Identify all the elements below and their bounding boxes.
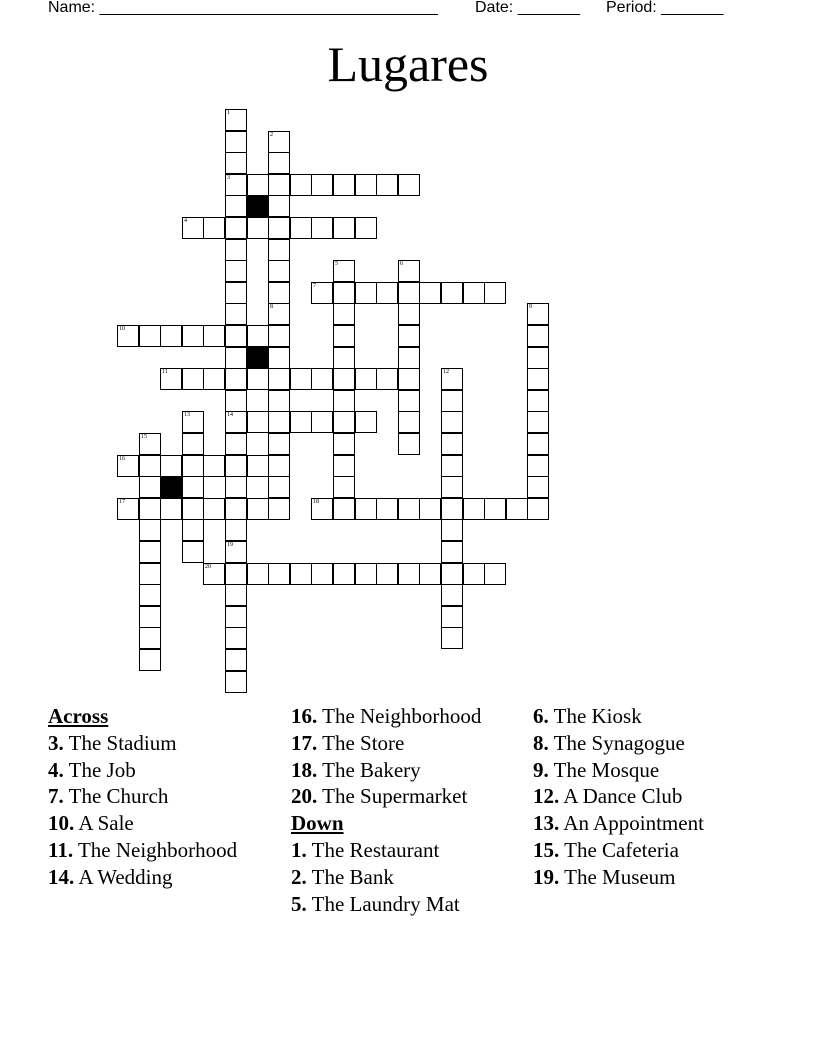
grid-cell[interactable] (247, 455, 269, 477)
grid-cell[interactable] (484, 498, 506, 520)
grid-cell[interactable] (333, 498, 355, 520)
grid-cell[interactable] (160, 498, 182, 520)
grid-cell[interactable] (441, 606, 463, 628)
grid-cell[interactable] (333, 217, 355, 239)
clue-number: 9 (529, 304, 532, 310)
grid-cell[interactable] (268, 239, 290, 261)
clue-number: 15 (141, 434, 147, 440)
grid-cell[interactable] (333, 368, 355, 390)
grid-cell[interactable] (527, 303, 549, 325)
grid-cell[interactable] (441, 476, 463, 498)
grid-cell[interactable] (182, 519, 204, 541)
clue-number: 20. (291, 784, 318, 809)
grid-cell[interactable] (376, 282, 398, 304)
grid-cell[interactable] (398, 325, 420, 347)
grid-cell[interactable] (398, 411, 420, 433)
grid-cell[interactable] (527, 347, 549, 369)
clue-number: 3. (48, 730, 64, 755)
grid-cell[interactable] (333, 411, 355, 433)
grid-cell[interactable] (268, 217, 290, 239)
grid-cell[interactable] (484, 282, 506, 304)
clue-item (48, 757, 278, 784)
clue-number: 20 (205, 564, 211, 570)
clue-text: A Wedding (74, 864, 173, 889)
clue-number: 13. (533, 811, 560, 836)
clue-number: 4 (184, 218, 187, 224)
grid-cell[interactable] (355, 282, 377, 304)
clue-text: The Bakery (317, 757, 421, 782)
grid-cell[interactable] (419, 282, 441, 304)
grid-cell[interactable] (398, 347, 420, 369)
grid-cell[interactable] (225, 368, 247, 390)
grid-cell[interactable] (311, 563, 333, 585)
grid-cell[interactable] (311, 282, 333, 304)
blocked-cell (247, 347, 269, 369)
grid-cell[interactable] (484, 563, 506, 585)
clue-number: 12. (533, 784, 560, 809)
clue-item (533, 703, 793, 730)
grid-cell[interactable] (117, 325, 139, 347)
grid-cell[interactable] (268, 195, 290, 217)
grid-cell[interactable] (247, 563, 269, 585)
grid-cell[interactable] (182, 476, 204, 498)
grid-cell[interactable] (398, 433, 420, 455)
grid-cell[interactable] (441, 498, 463, 520)
grid-cell[interactable] (139, 649, 161, 671)
clue-text: The Cafeteria (559, 837, 679, 862)
clue-number: 17 (119, 499, 125, 505)
grid-cell[interactable] (527, 498, 549, 520)
grid-cell[interactable] (290, 563, 312, 585)
grid-cell[interactable] (355, 174, 377, 196)
grid-cell[interactable] (398, 498, 420, 520)
clue-text: The Restaurant (306, 837, 440, 862)
grid-cell[interactable] (441, 368, 463, 390)
grid-cell[interactable] (333, 303, 355, 325)
grid-cell[interactable] (311, 498, 333, 520)
clue-item (291, 891, 521, 918)
grid-cell[interactable] (268, 174, 290, 196)
grid-cell[interactable] (225, 303, 247, 325)
grid-cell[interactable] (376, 174, 398, 196)
clue-number: 16. (291, 704, 318, 728)
clue-number: 14. (48, 864, 75, 889)
clue-number: 14 (227, 412, 233, 418)
grid-cell[interactable] (355, 368, 377, 390)
clue-text: The Mosque (548, 757, 660, 782)
grid-cell[interactable] (441, 563, 463, 585)
clue-item (533, 837, 793, 864)
clue-number: 11 (162, 369, 168, 375)
grid-cell[interactable] (139, 519, 161, 541)
grid-cell[interactable] (463, 563, 485, 585)
clue-item (291, 757, 521, 784)
grid-cell[interactable] (268, 325, 290, 347)
grid-cell[interactable] (268, 131, 290, 153)
blocked-cell (247, 195, 269, 217)
clue-item (533, 810, 793, 837)
grid-cell[interactable] (527, 390, 549, 412)
clue-column-2 (291, 703, 521, 917)
clue-item (291, 864, 521, 891)
grid-cell[interactable] (203, 455, 225, 477)
grid-cell[interactable] (139, 606, 161, 628)
clue-number: 5. (291, 891, 307, 916)
grid-cell[interactable] (398, 303, 420, 325)
grid-cell[interactable] (527, 433, 549, 455)
clue-text: The Stadium (63, 730, 177, 755)
grid-cell[interactable] (225, 174, 247, 196)
clue-text: The Supermarket (317, 784, 468, 809)
clue-number: 11. (48, 837, 74, 862)
grid-cell[interactable] (527, 476, 549, 498)
clue-item (48, 730, 278, 757)
clue-text: The Neighborhood (73, 837, 238, 862)
grid-cell[interactable] (139, 541, 161, 563)
grid-cell[interactable] (225, 260, 247, 282)
grid-cell[interactable] (182, 368, 204, 390)
clue-text: The Kiosk (548, 704, 642, 728)
clue-number: 17. (291, 730, 318, 755)
clue-number: 10. (48, 811, 75, 836)
grid-cell[interactable] (268, 260, 290, 282)
clue-number: 19. (533, 864, 560, 889)
clue-text: An Appointment (559, 811, 704, 836)
clue-item (533, 757, 793, 784)
grid-cell[interactable] (268, 433, 290, 455)
grid-cell[interactable] (398, 282, 420, 304)
grid-cell[interactable] (225, 584, 247, 606)
grid-cell[interactable] (268, 563, 290, 585)
grid-cell[interactable] (527, 411, 549, 433)
clue-text: The Neighborhood (317, 704, 482, 728)
clue-number: 3 (227, 175, 230, 181)
grid-cell[interactable] (225, 455, 247, 477)
grid-cell[interactable] (398, 260, 420, 282)
grid-cell[interactable] (225, 563, 247, 585)
clue-column-3 (533, 703, 793, 891)
grid-cell[interactable] (333, 325, 355, 347)
grid-cell[interactable] (225, 239, 247, 261)
grid-cell[interactable] (376, 498, 398, 520)
grid-cell[interactable] (527, 455, 549, 477)
grid-cell[interactable] (441, 627, 463, 649)
grid-cell[interactable] (311, 411, 333, 433)
grid-cell[interactable] (225, 282, 247, 304)
clue-number: 1. (291, 837, 307, 862)
grid-cell[interactable] (225, 649, 247, 671)
grid-cell[interactable] (333, 347, 355, 369)
grid-cell[interactable] (311, 174, 333, 196)
grid-cell[interactable] (268, 303, 290, 325)
clue-text: The Laundry Mat (306, 891, 460, 916)
grid-cell[interactable] (441, 519, 463, 541)
grid-cell[interactable] (290, 368, 312, 390)
grid-cell[interactable] (527, 368, 549, 390)
grid-cell[interactable] (268, 282, 290, 304)
grid-cell[interactable] (441, 455, 463, 477)
clue-item (291, 703, 521, 730)
clue-number: 5 (335, 261, 338, 267)
clue-number: 15. (533, 837, 560, 862)
clue-number: 1 (227, 110, 230, 116)
clue-text: The Museum (559, 864, 676, 889)
grid-cell[interactable] (355, 411, 377, 433)
grid-cell[interactable] (376, 563, 398, 585)
grid-cell[interactable] (441, 411, 463, 433)
grid-cell[interactable] (355, 563, 377, 585)
grid-cell[interactable] (203, 325, 225, 347)
clue-number: 19 (227, 542, 233, 548)
grid-cell[interactable] (311, 368, 333, 390)
grid-cell[interactable] (247, 174, 269, 196)
grid-cell[interactable] (225, 195, 247, 217)
clue-text: The Job (63, 757, 136, 782)
grid-cell[interactable] (506, 498, 528, 520)
grid-cell[interactable] (398, 563, 420, 585)
grid-cell[interactable] (160, 368, 182, 390)
grid-cell[interactable] (268, 498, 290, 520)
clue-number: 10 (119, 326, 125, 332)
clue-text: A Sale (74, 811, 134, 836)
grid-cell[interactable] (333, 174, 355, 196)
clue-number: 4. (48, 757, 64, 782)
grid-cell[interactable] (225, 325, 247, 347)
grid-cell[interactable] (398, 390, 420, 412)
clue-item (48, 864, 278, 891)
grid-cell[interactable] (139, 455, 161, 477)
clue-text: The Synagogue (548, 730, 685, 755)
grid-cell[interactable] (290, 217, 312, 239)
grid-cell[interactable] (311, 217, 333, 239)
grid-cell[interactable] (203, 217, 225, 239)
grid-cell[interactable] (247, 368, 269, 390)
grid-cell[interactable] (268, 347, 290, 369)
grid-cell[interactable] (225, 109, 247, 131)
grid-cell[interactable] (160, 325, 182, 347)
grid-cell[interactable] (268, 368, 290, 390)
clue-item (48, 810, 278, 837)
grid-cell[interactable] (441, 282, 463, 304)
clue-item (291, 783, 521, 810)
clue-item (48, 837, 278, 864)
grid-cell[interactable] (441, 541, 463, 563)
grid-cell[interactable] (225, 606, 247, 628)
grid-cell[interactable] (268, 390, 290, 412)
clue-item (48, 783, 278, 810)
grid-cell[interactable] (139, 325, 161, 347)
grid-cell[interactable] (182, 325, 204, 347)
grid-cell[interactable] (247, 217, 269, 239)
grid-cell[interactable] (225, 541, 247, 563)
clue-number: 8 (270, 304, 273, 310)
grid-cell[interactable] (355, 217, 377, 239)
grid-cell[interactable] (225, 347, 247, 369)
grid-cell[interactable] (139, 498, 161, 520)
clue-number: 9. (533, 757, 549, 782)
grid-cell[interactable] (268, 411, 290, 433)
clue-number: 12 (443, 369, 449, 375)
clue-item (533, 783, 793, 810)
grid-cell[interactable] (247, 325, 269, 347)
grid-cell[interactable] (225, 476, 247, 498)
grid-cell[interactable] (376, 368, 398, 390)
blocked-cell (160, 476, 182, 498)
clue-text: The Store (317, 730, 405, 755)
grid-cell[interactable] (290, 174, 312, 196)
grid-cell[interactable] (225, 498, 247, 520)
clue-item (533, 730, 793, 757)
grid-cell[interactable] (225, 433, 247, 455)
grid-cell[interactable] (139, 563, 161, 585)
grid-cell[interactable] (225, 217, 247, 239)
grid-cell[interactable] (182, 411, 204, 433)
grid-cell[interactable] (333, 260, 355, 282)
clue-column-1 (48, 703, 278, 891)
name-field-label[interactable]: Name: ______________________________________ (48, 0, 438, 16)
clue-number: 2 (270, 132, 273, 138)
grid-cell[interactable] (160, 455, 182, 477)
grid-cell[interactable] (268, 476, 290, 498)
clue-number: 6. (533, 704, 549, 728)
grid-cell[interactable] (441, 390, 463, 412)
page-title: Lugares (327, 36, 489, 92)
grid-cell[interactable] (182, 217, 204, 239)
grid-cell[interactable] (182, 498, 204, 520)
period-field-label[interactable]: Period: _______ (606, 0, 724, 16)
clue-number: 2. (291, 864, 307, 889)
clue-number: 16 (119, 456, 125, 462)
clue-item (291, 837, 521, 864)
grid-cell[interactable] (225, 519, 247, 541)
clue-text: The Bank (306, 864, 394, 889)
grid-cell[interactable] (441, 584, 463, 606)
grid-cell[interactable] (463, 282, 485, 304)
down-heading: Down (291, 811, 344, 836)
grid-cell[interactable] (355, 498, 377, 520)
grid-cell[interactable] (117, 498, 139, 520)
clue-number: 7. (48, 784, 64, 809)
clue-number: 8. (533, 730, 549, 755)
grid-cell[interactable] (225, 131, 247, 153)
grid-cell[interactable] (182, 541, 204, 563)
grid-cell[interactable] (333, 455, 355, 477)
grid-cell[interactable] (268, 152, 290, 174)
grid-cell[interactable] (333, 563, 355, 585)
grid-cell[interactable] (441, 433, 463, 455)
grid-cell[interactable] (333, 476, 355, 498)
grid-cell[interactable] (117, 455, 139, 477)
clue-number: 13 (184, 412, 190, 418)
grid-cell[interactable] (419, 563, 441, 585)
grid-cell[interactable] (139, 627, 161, 649)
clue-number: 6 (400, 261, 403, 267)
grid-cell[interactable] (203, 368, 225, 390)
grid-cell[interactable] (333, 282, 355, 304)
grid-cell[interactable] (333, 390, 355, 412)
grid-cell[interactable] (225, 671, 247, 693)
date-field-label[interactable]: Date: _______ (475, 0, 580, 16)
grid-cell[interactable] (182, 433, 204, 455)
grid-cell[interactable] (203, 498, 225, 520)
grid-cell[interactable] (139, 476, 161, 498)
grid-cell[interactable] (268, 455, 290, 477)
grid-cell[interactable] (182, 455, 204, 477)
grid-cell[interactable] (225, 627, 247, 649)
grid-cell[interactable] (225, 411, 247, 433)
across-heading: Across (48, 704, 109, 728)
clue-text: The Church (63, 784, 169, 809)
grid-cell[interactable] (225, 390, 247, 412)
clue-number: 18 (313, 499, 319, 505)
grid-cell[interactable] (139, 433, 161, 455)
grid-cell[interactable] (225, 152, 247, 174)
grid-cell[interactable] (527, 325, 549, 347)
clue-number: 7 (313, 283, 316, 289)
grid-cell[interactable] (203, 563, 225, 585)
grid-cell[interactable] (398, 174, 420, 196)
grid-cell[interactable] (463, 498, 485, 520)
grid-cell[interactable] (139, 584, 161, 606)
grid-cell[interactable] (290, 411, 312, 433)
grid-cell[interactable] (398, 368, 420, 390)
clue-number: 18. (291, 757, 318, 782)
grid-cell[interactable] (247, 498, 269, 520)
grid-cell[interactable] (333, 433, 355, 455)
clue-item (533, 864, 793, 891)
grid-cell[interactable] (247, 411, 269, 433)
clue-item (291, 730, 521, 757)
grid-cell[interactable] (419, 498, 441, 520)
clue-text: A Dance Club (559, 784, 683, 809)
